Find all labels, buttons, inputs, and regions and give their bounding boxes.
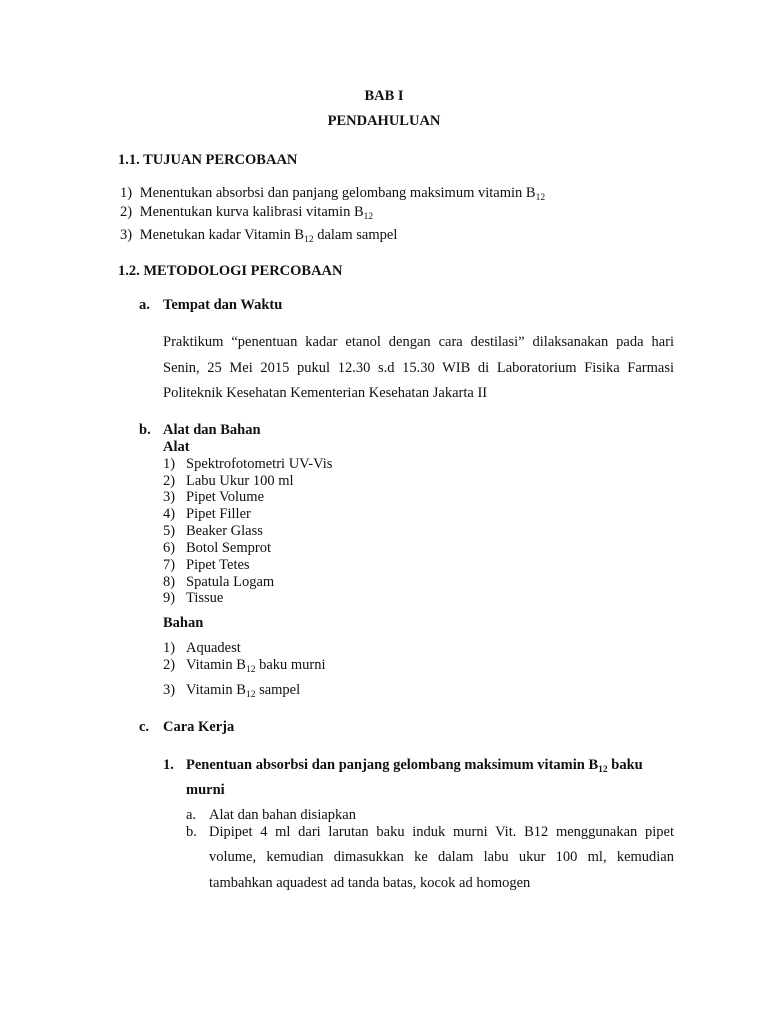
list-number: 7) [163, 557, 176, 573]
list-item [120, 205, 373, 220]
step-title [186, 758, 643, 773]
list-text: Aquadest [186, 640, 241, 656]
list-number: 3) [120, 227, 133, 243]
list-number: 5) [163, 523, 176, 539]
substep-text: volume, kemudian dimasukkan ke dalam labu ukur 100 ml, kemudian [209, 849, 674, 865]
list-number: 4) [163, 506, 176, 522]
list-item [186, 658, 326, 673]
list-text: Menetukan kadar Vitamin B [139, 227, 305, 243]
list-item: Pipet Filler [186, 506, 251, 522]
list-number: 1) [120, 185, 133, 201]
list-item: Spektrofotometri UV-Vis [186, 456, 333, 472]
section-heading-metodologi: 1.2. METODOLOGI PERCOBAAN [118, 263, 343, 279]
substep-letter: a. [186, 807, 197, 823]
list-item: Labu Ukur 100 ml [186, 473, 294, 489]
substep-text: Dipipet 4 ml dari larutan baku induk murni Vit. B12 menggunakan pipet [209, 824, 674, 840]
paragraph-line: Praktikum “penentuan kadar etanol dengan cara destilasi” dilaksanakan pada hari [163, 334, 674, 350]
substep-letter: b. [186, 824, 197, 840]
list-text: Menentukan kurva kalibrasi vitamin B [139, 204, 364, 220]
list-item: Pipet Volume [186, 489, 265, 505]
subsection-title-cara-kerja: Cara Kerja [163, 719, 235, 735]
substep-text: tambahkan aquadest ad tanda batas, kocok ad homogen [209, 875, 531, 891]
subscript: 12 [363, 212, 374, 222]
subsection-letter-b: b. [139, 422, 151, 438]
list-number: 3) [163, 489, 176, 505]
subscript: 12 [598, 765, 608, 775]
list-number: 2) [163, 473, 176, 489]
step-title-after: baku [607, 757, 643, 773]
list-number: 1) [163, 640, 176, 656]
step-number: 1. [163, 757, 174, 773]
subsection-letter-a: a. [139, 297, 150, 313]
list-text-after: dalam sampel [313, 227, 398, 243]
list-number: 9) [163, 590, 176, 606]
substep-text: Alat dan bahan disiapkan [209, 807, 356, 823]
list-text: Vitamin B [186, 657, 246, 673]
subscript: 12 [245, 690, 256, 700]
chapter-title: PENDAHULUAN [327, 113, 441, 129]
list-item [120, 228, 397, 243]
step-title-line2: murni [186, 782, 225, 798]
paragraph-line: Senin, 25 Mei 2015 pukul 12.30 s.d 15.30 WIB di Laboratorium Fisika Farmasi [163, 360, 674, 376]
section-heading-tujuan: 1.1. TUJUAN PERCOBAAN [118, 152, 298, 168]
list-text: Vitamin B [186, 682, 246, 698]
subsection-title-tempat: Tempat dan Waktu [163, 297, 283, 313]
list-item: Beaker Glass [186, 523, 263, 539]
subscript: 12 [535, 193, 546, 203]
list-number: 8) [163, 574, 176, 590]
subsection-letter-c: c. [139, 719, 150, 735]
list-text: Menentukan absorbsi dan panjang gelombang maksimum vitamin B [139, 185, 536, 201]
bahan-heading: Bahan [163, 615, 204, 631]
list-item: Pipet Tetes [186, 557, 250, 573]
chapter-label: BAB I [364, 88, 404, 104]
list-number: 3) [163, 682, 176, 698]
list-number: 2) [120, 204, 133, 220]
list-item [120, 186, 545, 201]
list-item [186, 641, 241, 656]
list-number: 2) [163, 657, 176, 673]
paragraph-line: Politeknik Kesehatan Kementerian Kesehatan Jakarta II [163, 385, 488, 401]
list-number: 1) [163, 456, 176, 472]
list-item [186, 683, 300, 698]
subscript: 12 [245, 665, 256, 675]
list-text-after: sampel [255, 682, 301, 698]
list-text-after: baku murni [255, 657, 326, 673]
step-title-text: Penentuan absorbsi dan panjang gelombang maksimum vitamin B [186, 757, 599, 773]
list-item: Botol Semprot [186, 540, 271, 556]
subsection-title-alat-bahan: Alat dan Bahan [163, 422, 261, 438]
alat-heading: Alat [163, 439, 190, 455]
list-item: Spatula Logam [186, 574, 275, 590]
list-number: 6) [163, 540, 176, 556]
subscript: 12 [304, 235, 314, 245]
list-item: Tissue [186, 590, 224, 606]
